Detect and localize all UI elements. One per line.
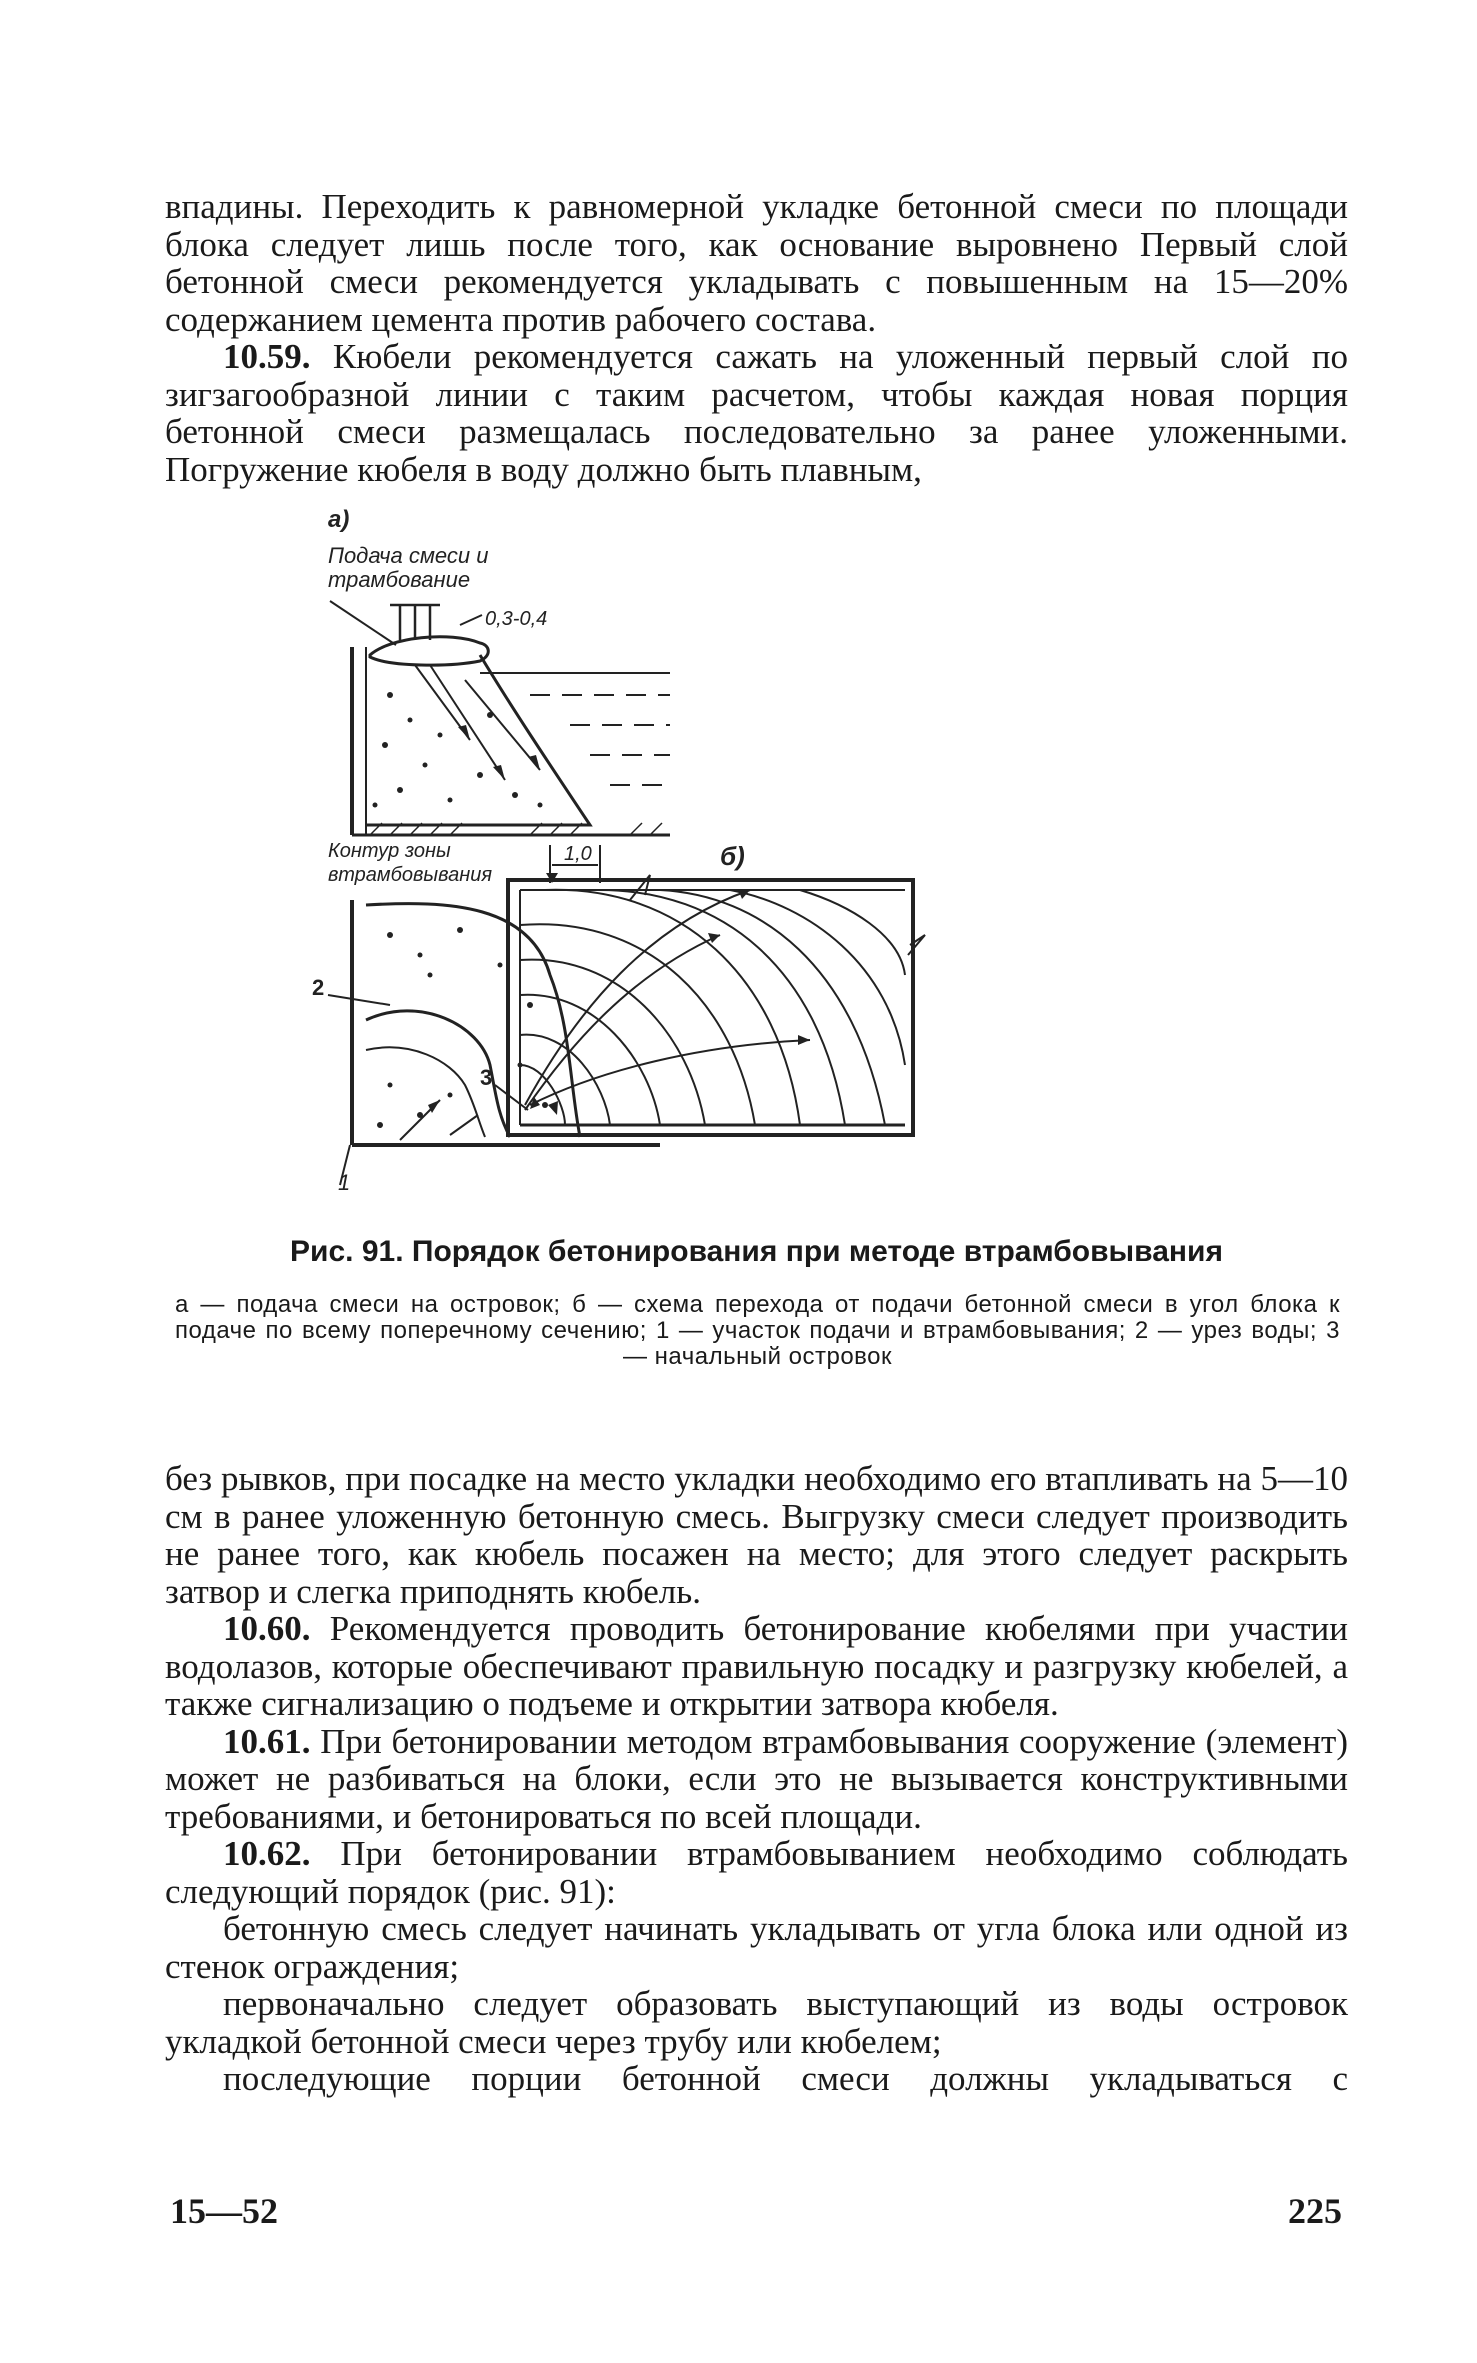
- figure-drawing: [312, 505, 1230, 1195]
- marker-3: 3: [480, 1065, 493, 1090]
- paragraph-text: При бетонировании методом втрамбовывания сооружение (элемент) может не разбиваться на блоки, если это не вызывается конструктивными требованиями, и бетонироваться по всей площади.: [165, 1721, 1348, 1836]
- paragraph-number: 10.59.: [223, 337, 311, 376]
- paragraph-number: 10.61.: [223, 1721, 311, 1761]
- feed-label-line2: трамбование: [328, 567, 471, 592]
- dim-thickness: 0,3-0,4: [485, 608, 548, 630]
- marker-1: 1: [338, 1170, 351, 1195]
- figure-caption-text: а — подача смеси на островок; б — схема перехода от подачи бетонной смеси в угол блока к подаче по всему поперечному сечению; 1 — участок подачи и втрамбовывания; 2 — урез воды; 3 — начальный островок: [175, 1291, 1340, 1370]
- list-paragraph: [165, 1910, 1348, 1985]
- paragraph-number: 10.62.: [223, 1834, 311, 1873]
- contour-line2: втрамбовывания: [328, 864, 493, 886]
- paragraph-10-62: [165, 1835, 1348, 1910]
- paragraph-number: 10.60.: [223, 1609, 311, 1648]
- figure-caption-title: Рис. 91. Порядок бетонирования при методе втрамбовывания: [290, 1235, 1223, 1268]
- paragraph-text: При бетонировании втрамбовыванием необходимо соблюдать следующий порядок (рис. 91):: [165, 1834, 1348, 1911]
- dim-width: 1,0: [564, 843, 592, 865]
- bottom-text-block: [165, 1460, 1348, 2098]
- feed-label-line1: Подача смеси и: [328, 543, 489, 568]
- paragraph-text: Кюбели рекомендуется сажать на уложенный первый слой по зигзагообразной линии с таким расчетом, чтобы каждая новая порция бетонной смеси размещалась последовательно за ранее уложенными. Погружение кюбеля в воду должно быть плавным,: [165, 337, 1348, 489]
- figure-91: [312, 505, 1230, 1195]
- label-a: а): [328, 506, 350, 533]
- feed-island: [370, 637, 488, 665]
- page-number: 225: [1288, 2191, 1342, 2231]
- paragraph-text: бетонную смесь следует начинать укладывать от угла блока или одной из стенок ограждения;: [165, 1909, 1348, 1986]
- contour-line1: Контур зоны: [328, 840, 451, 862]
- paragraph-text: Рекомендуется проводить бетонирование кюбелями при участии водолазов, которые обеспечивают правильную посадку и разгрузку кюбелей, а также сигнализацию о подъеме и открытии затвора кюбеля.: [165, 1609, 1348, 1723]
- list-paragraph: [165, 2060, 1348, 2098]
- paragraph-text: без рывков, при посадке на место укладки необходимо его втапливать на 5—10 см в ранее уложенную бетонную смесь. Выгрузку смеси следует производить не ранее того, как кюбель посажен на место; для этого следует раскрыть затвор и слегка приподнять кюбель.: [165, 1459, 1348, 1611]
- paragraph-text: впадины. Переходить к равномерной укладке бетонной смеси по площади блока следует лишь после того, как основание выровнено Первый слой бетонной смеси рекомендуется укладывать с повышенным на 15—20% содержанием цемента против рабочего состава.: [165, 187, 1348, 339]
- label-b: б): [720, 841, 745, 871]
- paragraph-text: первоначально следует образовать выступающий из воды островок укладкой бетонной смеси через трубу или кюбелем;: [165, 1984, 1348, 2061]
- paragraph-text: последующие порции бетонной смеси должны укладываться с: [223, 2059, 1348, 2098]
- top-text-block: [165, 188, 1348, 488]
- list-paragraph: [165, 1985, 1348, 2060]
- paragraph-10-61: [165, 1723, 1348, 1836]
- block-plan: [508, 880, 913, 1135]
- paragraph: [165, 188, 1348, 338]
- paragraph: [165, 1460, 1348, 1610]
- paragraph-10-60: [165, 1610, 1348, 1723]
- paragraph-10-59: [165, 338, 1348, 488]
- printer-signature: 15—52: [170, 2191, 278, 2231]
- marker-2: 2: [312, 975, 325, 1000]
